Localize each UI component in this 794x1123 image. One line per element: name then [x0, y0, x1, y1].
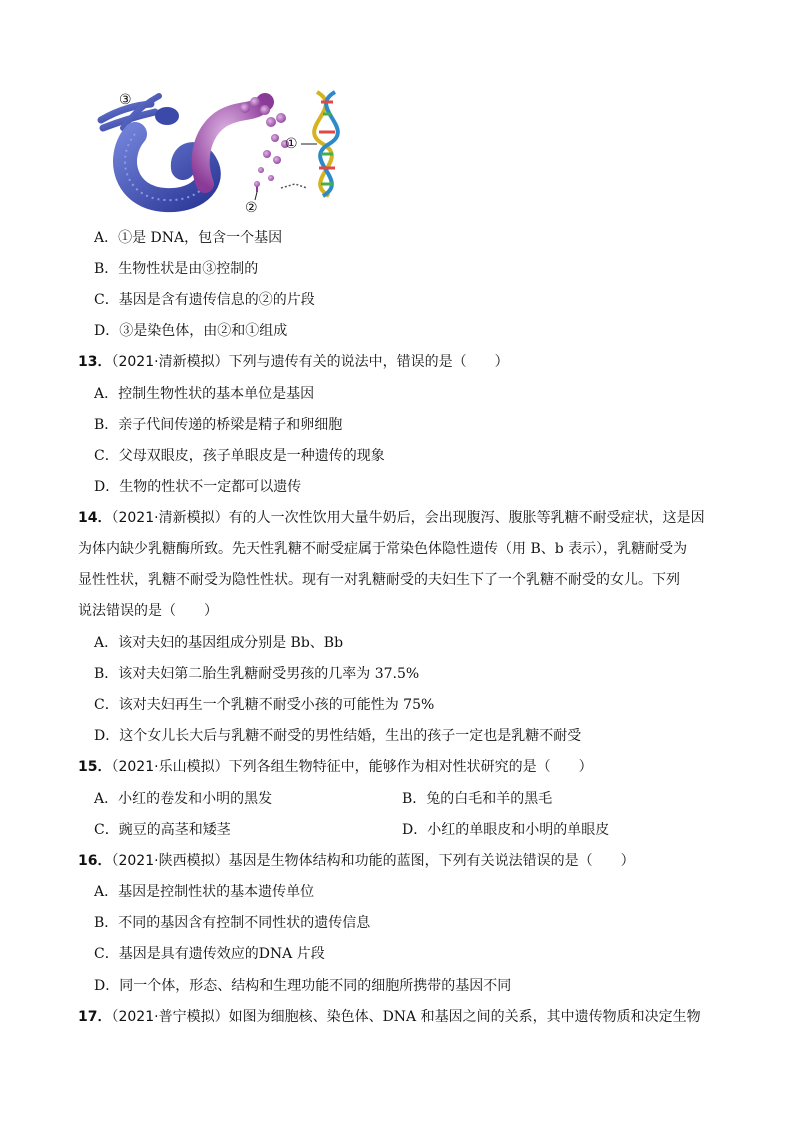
q12-option-b: B．生物性状是由③控制的 — [94, 261, 259, 277]
q16-stem — [78, 852, 635, 870]
q12-option-c: C．基因是含有遗传信息的②的片段 — [94, 292, 315, 308]
q12-option-d: D．③是染色体，由②和①组成 — [94, 323, 288, 339]
q15-option-a: A．小红的卷发和小明的黑发 — [94, 791, 273, 807]
q16-option-b: B．不同的基因含有控制不同性状的遗传信息 — [94, 915, 371, 931]
q15-text: 下列各组生物特征中，能够作为相对性状研究的是（ ） — [228, 759, 593, 775]
q16-number: 16． — [78, 853, 112, 869]
q17-source: （2021·普宁模拟） — [111, 1009, 229, 1025]
q14-stem-line1 — [78, 509, 705, 527]
q14-stem-line4: 说法错误的是（ ） — [78, 603, 218, 619]
q16-option-a: A．基因是控制性状的基本遗传单位 — [94, 884, 315, 900]
q17-text: 如图为细胞核、染色体、DNA 和基因之间的关系，其中遗传物质和决定生物 — [228, 1009, 701, 1025]
q13-source: （2021·清新模拟） — [111, 354, 229, 370]
q14-text-1: 有的人一次性饮用大量牛奶后，会出现腹泻、腹胀等乳糖不耐受症状，这是因 — [228, 510, 705, 526]
q16-source: （2021·陕西模拟） — [111, 853, 229, 869]
q14-stem-line2: 为体内缺少乳糖酶所致。先天性乳糖不耐受症属于常染色体隐性遗传（用 B、b 表示），乳糖耐受为 — [78, 541, 688, 557]
q16-option-c: C．基因是具有遗传效应的DNA 片段 — [94, 946, 325, 962]
q15-option-c: C．豌豆的高茎和矮茎 — [94, 822, 231, 838]
figure-label-3: ③ — [119, 92, 132, 108]
q13-number: 13． — [78, 354, 112, 370]
q17-number: 17． — [78, 1009, 112, 1025]
q14-source: （2021·清新模拟） — [111, 510, 229, 526]
q15-stem — [78, 758, 593, 776]
q14-option-b: B．该对夫妇第二胎生乳糖耐受男孩的几率为 37.5% — [94, 666, 420, 682]
chromosome-dna-figure — [95, 88, 360, 216]
q15-option-b: B．兔的白毛和羊的黑毛 — [402, 791, 553, 807]
q15-number: 15． — [78, 759, 112, 775]
q14-number: 14． — [78, 510, 112, 526]
q13-text: 下列与遗传有关的说法中，错误的是（ ） — [228, 354, 509, 370]
q15-option-d: D．小红的单眼皮和小明的单眼皮 — [402, 822, 610, 838]
q14-stem-line3: 显性性状，乳糖不耐受为隐性性状。现有一对乳糖耐受的夫妇生下了一个乳糖不耐受的女儿。下列 — [78, 572, 680, 588]
q13-option-b: B．亲子代间传递的桥梁是精子和卵细胞 — [94, 417, 343, 433]
q14-option-c: C．该对夫妇再生一个乳糖不耐受小孩的可能性为 75% — [94, 697, 435, 713]
q13-option-a: A．控制生物性状的基本单位是基因 — [94, 386, 315, 402]
figure-label-1: ① — [285, 136, 298, 152]
figure-label-2: ② — [245, 200, 258, 216]
q14-option-a: A．该对夫妇的基因组成分别是 Bb、Bb — [94, 635, 344, 651]
q13-stem — [78, 353, 509, 371]
q14-option-d: D．这个女儿长大后与乳糖不耐受的男性结婚，生出的孩子一定也是乳糖不耐受 — [94, 728, 582, 744]
q13-option-c: C．父母双眼皮，孩子单眼皮是一种遗传的现象 — [94, 448, 385, 464]
q16-option-d: D．同一个体，形态、结构和生理功能不同的细胞所携带的基因不同 — [94, 978, 512, 994]
q12-option-a: A．①是 DNA，包含一个基因 — [94, 230, 283, 246]
q16-text: 基因是生物体结构和功能的蓝图，下列有关说法错误的是（ ） — [228, 853, 635, 869]
q15-source: （2021·乐山模拟） — [111, 759, 229, 775]
q13-option-d: D．生物的性状不一定都可以遗传 — [94, 479, 302, 495]
q17-stem — [78, 1008, 701, 1026]
